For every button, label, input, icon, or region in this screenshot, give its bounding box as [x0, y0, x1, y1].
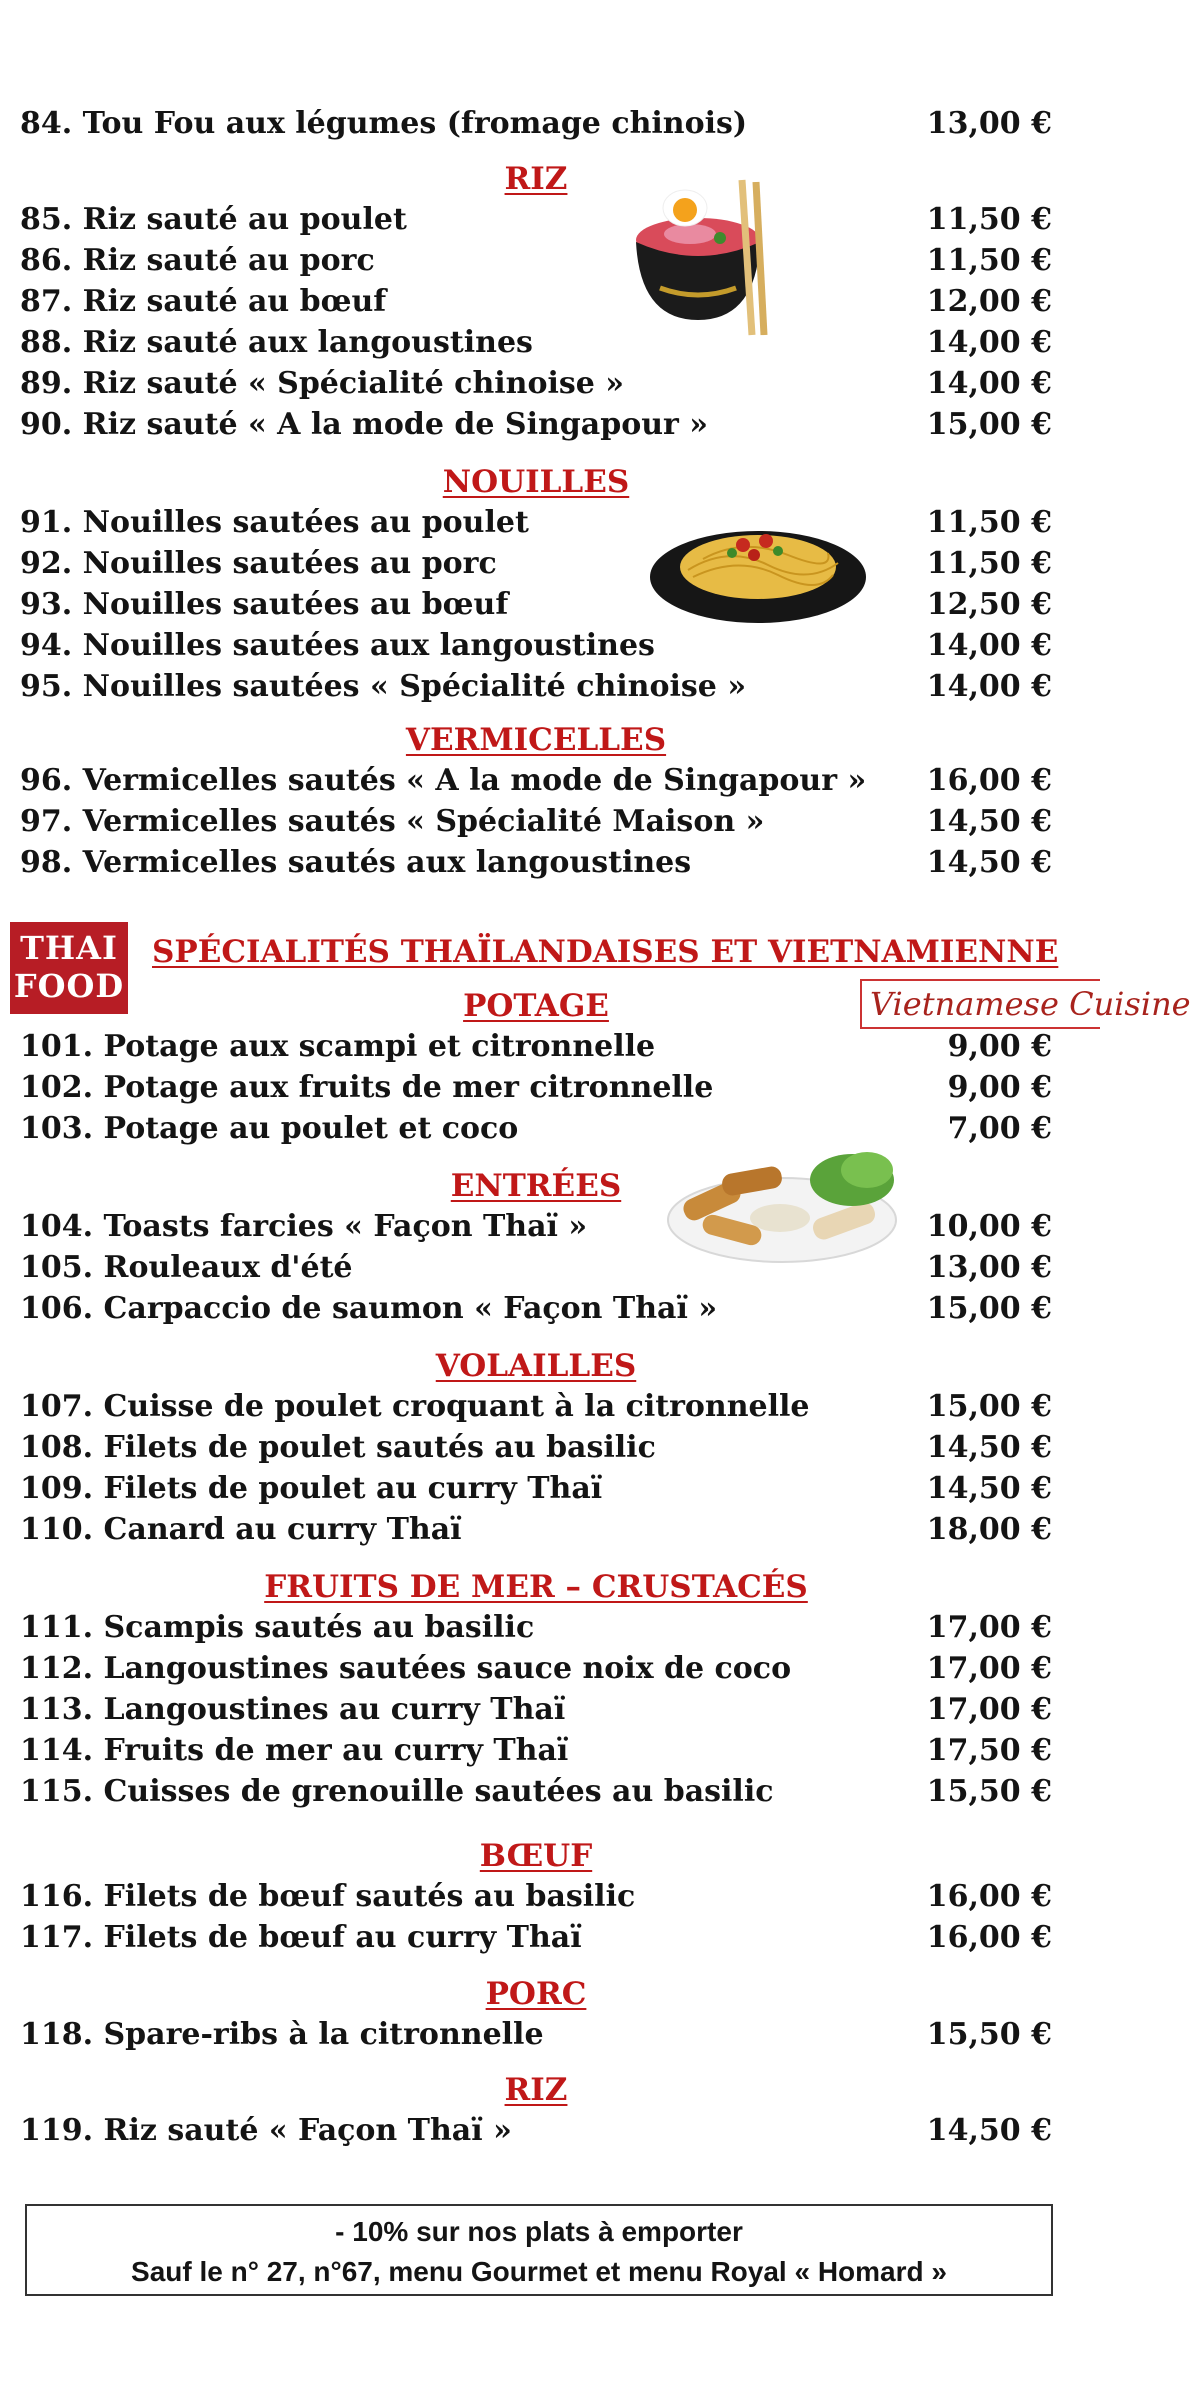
menu-item — [20, 1608, 1052, 1648]
menu-item — [20, 1690, 1052, 1730]
egg-yolk — [673, 198, 697, 222]
menu-item — [20, 1469, 1052, 1509]
menu-item — [20, 667, 1052, 707]
item-name: 103. Potage au poulet et coco — [20, 1111, 519, 1146]
item-name: 113. Langoustines au curry Thaï — [20, 1692, 566, 1727]
item-price: 9,00 € — [947, 1070, 1052, 1105]
item-price: 17,00 € — [926, 1651, 1052, 1686]
menu-item — [20, 1510, 1052, 1550]
item-name: 110. Canard au curry Thaï — [20, 1512, 462, 1547]
section-heading-nouilles: NOUILLES — [442, 464, 630, 500]
thai-vietnamese-section-title: SPÉCIALITÉS THAÏLANDAISES ET VIETNAMIENNE — [152, 934, 1059, 970]
section-heading-fruits-de-mer: FRUITS DE MER – CRUSTACÉS — [264, 1569, 808, 1605]
spring-rolls-illustration — [662, 1140, 902, 1270]
item-name: 104. Toasts farcies « Façon Thaï » — [20, 1209, 588, 1244]
item-name: 117. Filets de bœuf au curry Thaï — [20, 1920, 582, 1955]
item-name: 93. Nouilles sautées au bœuf — [20, 587, 509, 622]
section-heading-riz-thai: RIZ — [504, 2072, 568, 2108]
item-price: 16,00 € — [926, 1879, 1052, 1914]
menu-item — [20, 503, 1052, 543]
menu-item — [20, 2015, 1052, 2055]
bowl-meat — [664, 224, 716, 244]
discount-exceptions-line: Sauf le n° 27, n°67, menu Gourmet et menu Royal « Homard » — [131, 2256, 947, 2287]
item-name: 86. Riz sauté au porc — [20, 243, 375, 278]
item-price: 17,50 € — [926, 1733, 1052, 1768]
item-name: 95. Nouilles sautées « Spécialité chinoise » — [20, 669, 747, 704]
section-heading-boeuf: BŒUF — [479, 1838, 593, 1874]
menu-item — [20, 200, 1052, 240]
tomato — [759, 534, 773, 548]
menu-item — [20, 1731, 1052, 1771]
item-price: 12,50 € — [926, 587, 1052, 622]
item-name: 109. Filets de poulet au curry Thaï — [20, 1471, 603, 1506]
herb — [714, 232, 726, 244]
menu-item — [20, 241, 1052, 281]
takeaway-discount-notice — [25, 2204, 1053, 2296]
menu-item — [20, 104, 1052, 144]
item-name: 101. Potage aux scampi et citronnelle — [20, 1029, 656, 1064]
section-heading-porc: PORC — [485, 1976, 587, 2012]
menu-item — [20, 1387, 1052, 1427]
menu-item — [20, 802, 1052, 842]
rice-bowl-illustration — [630, 170, 780, 340]
item-price: 14,50 € — [926, 1430, 1052, 1465]
item-price: 9,00 € — [947, 1029, 1052, 1064]
item-price: 18,00 € — [926, 1512, 1052, 1547]
item-name: 111. Scampis sautés au basilic — [20, 1610, 535, 1645]
item-name: 88. Riz sauté aux langoustines — [20, 325, 533, 360]
menu-item — [20, 544, 1052, 584]
item-price: 15,00 € — [926, 407, 1052, 442]
item-name: 84. Tou Fou aux légumes (fromage chinois) — [20, 106, 748, 141]
item-name: 98. Vermicelles sautés aux langoustines — [20, 845, 692, 880]
item-price: 14,50 € — [926, 845, 1052, 880]
item-name: 114. Fruits de mer au curry Thaï — [20, 1733, 569, 1768]
item-name: 119. Riz sauté « Façon Thaï » — [20, 2113, 512, 2148]
section-heading-volailles: VOLAILLES — [435, 1348, 637, 1384]
section-heading-riz: RIZ — [504, 161, 568, 197]
menu-item — [20, 2111, 1052, 2151]
item-price: 17,00 € — [926, 1610, 1052, 1645]
noodles-plate-illustration — [648, 515, 870, 630]
chopstick — [756, 182, 764, 335]
item-name: 118. Spare-ribs à la citronnelle — [20, 2017, 544, 2052]
item-price: 16,00 € — [926, 763, 1052, 798]
menu-item — [20, 1428, 1052, 1468]
item-name: 107. Cuisse de poulet croquant à la citronnelle — [20, 1389, 810, 1424]
herb — [773, 546, 783, 556]
item-name: 89. Riz sauté « Spécialité chinoise » — [20, 366, 625, 401]
item-name: 92. Nouilles sautées au porc — [20, 546, 497, 581]
item-price: 15,50 € — [926, 1774, 1052, 1809]
item-price: 11,50 € — [926, 546, 1052, 581]
menu-item — [20, 282, 1052, 322]
menu-item — [20, 626, 1052, 666]
item-name: 108. Filets de poulet sautés au basilic — [20, 1430, 656, 1465]
item-price: 15,00 € — [926, 1291, 1052, 1326]
item-name: 106. Carpaccio de saumon « Façon Thaï » — [20, 1291, 718, 1326]
menu-item — [20, 1649, 1052, 1689]
vietnamese-cuisine-label: Vietnamese Cuisine — [860, 979, 1100, 1029]
discount-line: - 10% sur nos plats à emporter — [335, 2216, 743, 2247]
herb — [727, 548, 737, 558]
item-price: 11,50 € — [926, 505, 1052, 540]
menu-item — [20, 1027, 1052, 1067]
item-price: 13,00 € — [926, 1250, 1052, 1285]
item-name: 105. Rouleaux d'été — [20, 1250, 353, 1285]
item-price: 14,00 € — [926, 669, 1052, 704]
chopstick — [742, 180, 752, 335]
sauce-bowl — [750, 1204, 810, 1232]
item-name: 97. Vermicelles sautés « Spécialité Maison » — [20, 804, 765, 839]
item-price: 14,50 € — [926, 2113, 1052, 2148]
menu-item — [20, 761, 1052, 801]
tomato — [736, 538, 750, 552]
item-name: 85. Riz sauté au poulet — [20, 202, 407, 237]
lettuce — [841, 1152, 893, 1188]
menu-item — [20, 843, 1052, 883]
item-price: 14,50 € — [926, 1471, 1052, 1506]
item-price: 16,00 € — [926, 1920, 1052, 1955]
item-name: 91. Nouilles sautées au poulet — [20, 505, 529, 540]
item-price: 15,50 € — [926, 2017, 1052, 2052]
menu-item — [20, 405, 1052, 445]
item-name: 94. Nouilles sautées aux langoustines — [20, 628, 655, 663]
menu-item — [20, 1918, 1052, 1958]
item-name: 102. Potage aux fruits de mer citronnelle — [20, 1070, 714, 1105]
item-price: 12,00 € — [926, 284, 1052, 319]
item-price: 14,50 € — [926, 804, 1052, 839]
item-price: 17,00 € — [926, 1692, 1052, 1727]
item-name: 87. Riz sauté au bœuf — [20, 284, 387, 319]
menu-item — [20, 323, 1052, 363]
section-heading-potage: POTAGE — [463, 988, 609, 1024]
tomato — [748, 549, 760, 561]
section-heading-entrees: ENTRÉES — [450, 1168, 622, 1204]
menu-item — [20, 1068, 1052, 1108]
item-name: 115. Cuisses de grenouille sautées au basilic — [20, 1774, 774, 1809]
item-price: 11,50 € — [926, 202, 1052, 237]
item-name: 90. Riz sauté « A la mode de Singapour » — [20, 407, 709, 442]
item-price: 14,00 € — [926, 325, 1052, 360]
menu-item — [20, 1877, 1052, 1917]
menu-item — [20, 585, 1052, 625]
section-heading-vermicelles: VERMICELLES — [405, 722, 667, 758]
item-price: 15,00 € — [926, 1389, 1052, 1424]
item-price: 13,00 € — [926, 106, 1052, 141]
menu-item — [20, 1289, 1052, 1329]
item-name: 96. Vermicelles sautés « A la mode de Singapour » — [20, 763, 867, 798]
menu-item — [20, 1772, 1052, 1812]
item-price: 14,00 € — [926, 628, 1052, 663]
item-price: 11,50 € — [926, 243, 1052, 278]
item-price: 7,00 € — [947, 1111, 1052, 1146]
menu-item — [20, 364, 1052, 404]
item-name: 116. Filets de bœuf sautés au basilic — [20, 1879, 636, 1914]
item-name: 112. Langoustines sautées sauce noix de coco — [20, 1651, 792, 1686]
thai-food-logo-line2: FOOD — [13, 967, 125, 1005]
item-price: 10,00 € — [926, 1209, 1052, 1244]
thai-food-logo-line1: THAI — [20, 929, 118, 967]
item-price: 14,00 € — [926, 366, 1052, 401]
